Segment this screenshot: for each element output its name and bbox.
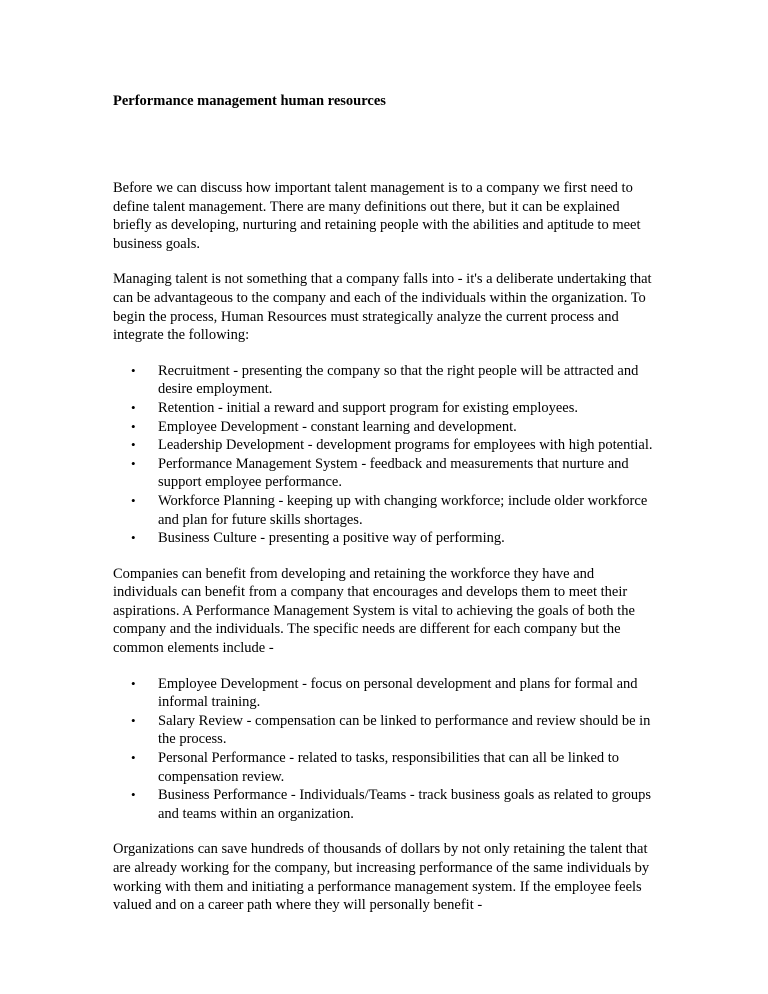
list-item: • Workforce Planning - keeping up with changing workforce; include older workforce and plan for future skills shortages. (131, 492, 648, 528)
list-item: • Business Culture - presenting a positive way of performing. (131, 530, 505, 547)
bullet-icon: • (131, 530, 136, 546)
document-title: Performance management human resources (113, 93, 386, 109)
bullet-icon: • (131, 750, 136, 766)
bullet-icon: • (131, 437, 136, 453)
bullet-list-common-elements (113, 675, 661, 824)
list-item: • Employee Development - focus on personal development and plans for formal and informal training. (131, 675, 638, 711)
paragraph-organizations-save: Organizations can save hundreds of thousands of dollars by not only retaining the talent that are already working for the company, but increasing performance of the same individuals by working with them and initiating a performance management system. If the employee feels valued and on a career path where they will personally benefit - (113, 841, 650, 914)
bullet-icon: • (131, 362, 136, 378)
bullet-list-talent-areas (113, 362, 661, 548)
bullet-icon: • (131, 675, 136, 691)
bullet-icon: • (131, 712, 136, 728)
list-item: • Recruitment - presenting the company so that the right people will be attracted and desire employment. (131, 362, 639, 398)
paragraph-managing-talent: Managing talent is not something that a company falls into - it's a deliberate undertaking that can be advantageous to the company and each of the individuals within the organization. To begin the process, Human Resources must strategically analyze the current process and integrate the following: (113, 271, 652, 344)
list-item: • Leadership Development - development programs for employees with high potential. (131, 437, 653, 454)
paragraph-intro: Before we can discuss how important talent management is to a company we first need to define talent management. There are many definitions out there, but it can be explained briefly as developing, nurturing and retaining people with the abilities and aptitude to meet business goals. (113, 180, 641, 252)
list-item: • Employee Development - constant learning and development. (131, 418, 517, 435)
bullet-icon: • (131, 418, 136, 434)
list-item: • Business Performance - Individuals/Teams - track business goals as related to groups and teams within an organization. (131, 787, 652, 822)
list-item: • Personal Performance - related to tasks, responsibilities that can all be linked to compensation review. (131, 750, 620, 785)
list-item: • Salary Review - compensation can be linked to performance and review should be in the process. (131, 712, 651, 748)
bullet-icon: • (131, 787, 136, 803)
paragraph-companies-benefit: Companies can benefit from developing and retaining the workforce they have and individuals can benefit from a company that encourages and develops them to meet their aspirations. A Performance Management System is vital to achieving the goals of both the company and the individuals. The specific needs are different for each company but the common elements include - (113, 565, 635, 657)
bullet-icon: • (131, 492, 136, 508)
bullet-icon: • (131, 455, 136, 471)
list-item: • Retention - initial a reward and support program for existing employees. (131, 399, 578, 416)
bullet-icon: • (131, 399, 136, 415)
document-body (113, 179, 661, 932)
list-item: • Performance Management System - feedback and measurements that nurture and support employee performance. (131, 455, 629, 491)
